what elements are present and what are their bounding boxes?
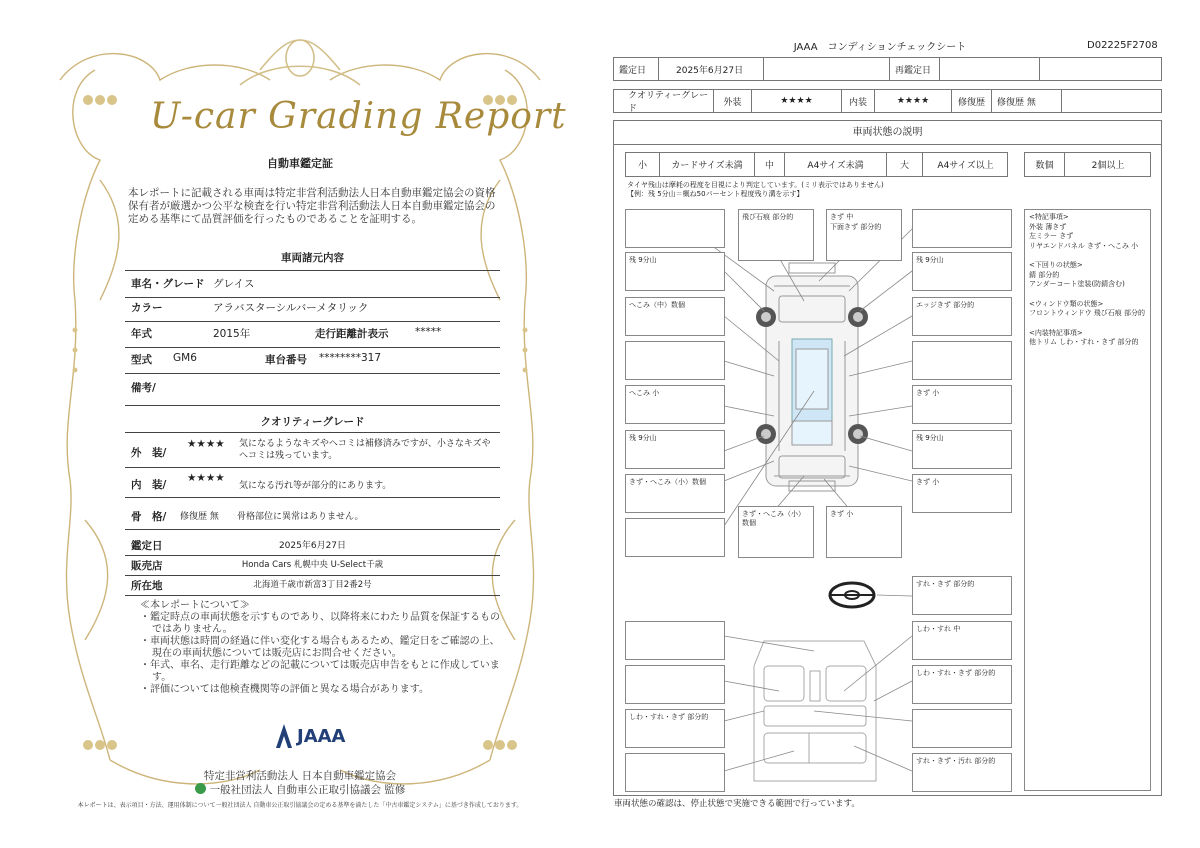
chassis-label: 車台番号 <box>265 354 307 366</box>
int-label: 内 装/ <box>131 479 167 491</box>
mileage-value: ***** <box>415 326 442 338</box>
spec-heading: 車両諸元内容 <box>281 252 344 264</box>
condition-check-sheet <box>600 0 1200 848</box>
panel-int-r3 <box>912 709 1012 748</box>
blank-cell <box>764 58 890 80</box>
mileage-label: 走行距離計表示 <box>315 328 389 340</box>
panel-b-scr <box>826 506 902 558</box>
report-notes <box>140 600 500 696</box>
doc-id: D02225F2708 <box>1087 40 1158 51</box>
int-stars: ★★★★ <box>187 472 225 484</box>
int-stars: ★★★★ <box>875 90 952 112</box>
under-item: アンダーコート塗装(防錆含む) <box>1029 280 1125 288</box>
panel-l-dent <box>625 297 725 336</box>
interior-title: <内装特記事項> <box>1029 328 1083 337</box>
label: きず 小 <box>830 510 854 518</box>
date-label: 鑑定日 <box>614 58 659 80</box>
certificate-subtitle: 自動車鑑定証 <box>267 157 333 170</box>
repair-value: 修復歴 無 <box>992 90 1062 112</box>
int-label: 内装 <box>842 90 875 112</box>
row-color <box>125 300 500 322</box>
tire-note-1: タイヤ残山は摩耗の程度を目視により判定しています。(ミリ表示ではありません) <box>627 181 884 189</box>
panel-r-tire1 <box>912 252 1012 291</box>
quality-heading: クオリティーグレード <box>260 416 365 428</box>
qg-label: クオリティーグレード <box>614 90 714 112</box>
row-dealer <box>125 558 500 576</box>
under-title: <下回りの状態> <box>1029 261 1083 269</box>
condition-panel <box>613 120 1162 796</box>
date-value: 2025年6月27日 <box>659 58 764 80</box>
panel-l-bottom <box>625 518 725 557</box>
label: 飛び石痕 部分的 <box>742 213 794 221</box>
row-date <box>125 538 500 556</box>
legend-small: 小 <box>626 153 660 176</box>
label: しわ・すれ・きず 部分的 <box>916 669 996 677</box>
label: 残 9分山 <box>629 256 657 264</box>
panel-r-scr2 <box>912 474 1012 513</box>
frame-value: 修復歴 無 <box>180 512 219 522</box>
ext-label: 外装 <box>714 90 752 112</box>
label: きず 小 <box>916 478 940 486</box>
panel-int-l3 <box>625 709 725 748</box>
row-frame <box>125 506 500 530</box>
special-item: リヤエンドパネル きず・へこみ 小 <box>1029 241 1139 250</box>
legend-mid: 中 <box>755 153 785 176</box>
org-supervision <box>0 782 600 797</box>
panel-int-l1 <box>625 621 725 660</box>
tire-note-2: 【例：残 5分山＝概ね50パーセント程度残り溝を示す】 <box>627 190 804 198</box>
label: きず・へこみ（小）数個 <box>742 510 805 527</box>
frame-label: 骨 格/ <box>131 511 167 523</box>
left-footer: 本レポートは、表示項目・方法、運用体制について一般社団法人 自動車公正取引協議会の定める基準を満たした「中古車鑑定システム」に基づき作成しております。 <box>77 802 523 809</box>
panel-r-blank <box>912 341 1012 380</box>
jaaa-logo-text: JAAA <box>297 725 346 747</box>
note-item: ・鑑定時点の車両状態を示すものであり、以降将来にわたり品質を保証するものではありません。 <box>140 612 500 635</box>
row-remarks <box>125 380 500 406</box>
label: へこみ（中）数個 <box>629 301 685 309</box>
color-label: カラー <box>131 302 163 314</box>
jaaa-logo-mark <box>272 722 294 750</box>
label: 残 9分山 <box>916 434 944 442</box>
panel-l-tire2 <box>625 430 725 469</box>
right-footer: 車両状態の確認は、停止状態で実施できる範囲で行っています。 <box>614 799 860 809</box>
sheet-title: JAAA コンディションチェックシート <box>793 42 967 53</box>
redate-value <box>940 58 1040 80</box>
model-value: GM6 <box>173 352 197 364</box>
panel-r-edge <box>912 297 1012 336</box>
frame-text: 骨格部位に異常はありません。 <box>237 512 364 522</box>
label: しわ・すれ・きず 部分的 <box>629 713 709 721</box>
special-item: 外装 薄きず <box>1029 222 1067 231</box>
notes-title: ≪本レポートについて≫ <box>140 600 250 611</box>
panel-top-c <box>826 209 902 261</box>
name-value: グレイス <box>213 278 255 290</box>
divider <box>125 270 500 271</box>
jaaa-logo <box>272 722 346 750</box>
row-exterior <box>125 436 500 468</box>
count-label: 数個 <box>1025 153 1065 176</box>
row-year <box>125 326 500 348</box>
row-model <box>125 352 500 374</box>
intro-text: 本レポートに記載される車両は特定非営利活動法人日本自動車鑑定協会の資格保有者が厳選かつ公平な検査を行い特定非営利活動法人日本自動車鑑定協会の定める基準にて品質評価を行ったものであることを証明する。 <box>128 187 496 225</box>
date-label: 鑑定日 <box>131 540 163 552</box>
count-value: 2個以上 <box>1091 161 1125 171</box>
label: きず・へこみ（小）数個 <box>629 478 706 486</box>
date-row <box>613 57 1162 81</box>
panel-l-scdent <box>625 474 725 513</box>
interior-item: 他トリム しわ・すれ・きず 部分的 <box>1029 338 1139 346</box>
row-address <box>125 578 500 596</box>
org-supervision-text: 一般社団法人 自動車公正取引協議会 監修 <box>209 784 406 796</box>
special-title: <特記事項> <box>1029 213 1069 221</box>
panel-seat2 <box>912 665 1012 704</box>
panel-b-scdent <box>738 506 814 558</box>
redate-label: 再鑑定日 <box>890 58 940 80</box>
panel-l-dent2 <box>625 385 725 424</box>
report-title: U-car Grading Report <box>150 96 567 137</box>
explain-title: 車両状態の説明 <box>614 121 1161 145</box>
panel-r-scr <box>912 385 1012 424</box>
legend-mid-value: A4サイズ未満 <box>785 153 887 176</box>
row-interior <box>125 472 500 498</box>
address-value: 北海道千歳市新富3丁目2番2号 <box>253 580 372 590</box>
special-notes <box>1024 209 1151 791</box>
year-value: 2015年 <box>213 328 251 340</box>
legend-large-value: A4サイズ以上 <box>937 161 994 171</box>
window-title: <ウィンドウ類の状態> <box>1029 299 1104 308</box>
panel-l-tire1 <box>625 252 725 291</box>
model-label: 型式 <box>131 354 152 366</box>
label: きず 小 <box>916 389 940 397</box>
panel-seat1 <box>912 621 1012 660</box>
panel-l-blank <box>625 341 725 380</box>
chassis-value: ********317 <box>319 352 382 364</box>
panel-r-tire2 <box>912 430 1012 469</box>
label: 下面きず 部分的 <box>830 223 882 231</box>
label: きず 中 <box>830 213 854 221</box>
repair-label: 修復歴 <box>952 90 992 112</box>
note-item: ・車両状態は時間の経過に伴い変化する場合もあるため、鑑定日をご確認の上、現在の車両状態については販売店にお問合せください。 <box>140 636 500 659</box>
year-label: 年式 <box>131 328 152 340</box>
window-item: フロントウィンドウ 飛び石痕 部分的 <box>1029 309 1146 317</box>
divider <box>125 432 500 433</box>
panel-int-l4 <box>625 753 725 792</box>
legend-large: 大 <box>887 153 923 176</box>
legend-small-value: カードサイズ未満 <box>660 153 755 176</box>
panel-rf-top <box>912 209 1012 248</box>
address-label: 所在地 <box>131 580 163 592</box>
under-item: 錆 部分的 <box>1029 270 1060 279</box>
special-item: 左ミラー きず <box>1029 232 1074 240</box>
org-name: 特定非営利活動法人 日本自動車鑑定協会 <box>203 770 397 782</box>
row-name <box>125 276 500 298</box>
panel-lf-top <box>625 209 725 248</box>
panel-steer <box>912 576 1012 615</box>
panel-int-l2 <box>625 665 725 704</box>
label: 残 9分山 <box>916 256 944 264</box>
label: すれ・きず 部分的 <box>916 580 975 588</box>
color-value: アラバスターシルバーメタリック <box>213 302 369 314</box>
int-text: 気になる汚れ等が部分的にあります。 <box>239 481 392 491</box>
ext-label: 外 装/ <box>131 447 167 459</box>
ext-text: 気になるようなキズやヘコミは補修済みですが、小さなキズやヘコミは残っています。 <box>239 439 491 461</box>
label: へこみ 小 <box>629 389 660 397</box>
ext-stars: ★★★★ <box>187 438 225 450</box>
note-item: ・年式、車名、走行距離などの記載については販売店申告をもとに作成しています。 <box>140 660 500 683</box>
remarks-label: 備考/ <box>131 382 156 394</box>
label: しわ・すれ 中 <box>916 625 961 633</box>
grade-row <box>613 89 1162 113</box>
label: エッジきず 部分的 <box>916 301 975 309</box>
panel-top-b <box>738 209 814 261</box>
note-item: ・評価については他検査機関等の評価と異なる場合があります。 <box>140 684 429 695</box>
name-label: 車名・グレード <box>131 278 205 290</box>
ext-stars: ★★★★ <box>752 90 842 112</box>
label: すれ・きず・汚れ 部分的 <box>916 757 996 765</box>
dealer-label: 販売店 <box>131 560 163 572</box>
panel-int-r4 <box>912 753 1012 792</box>
dealer-value: Honda Cars 札幌中央 U-Select千歳 <box>241 560 384 570</box>
label: 残 9分山 <box>629 434 657 442</box>
ftc-icon <box>195 783 206 794</box>
date-value: 2025年6月27日 <box>278 541 347 551</box>
